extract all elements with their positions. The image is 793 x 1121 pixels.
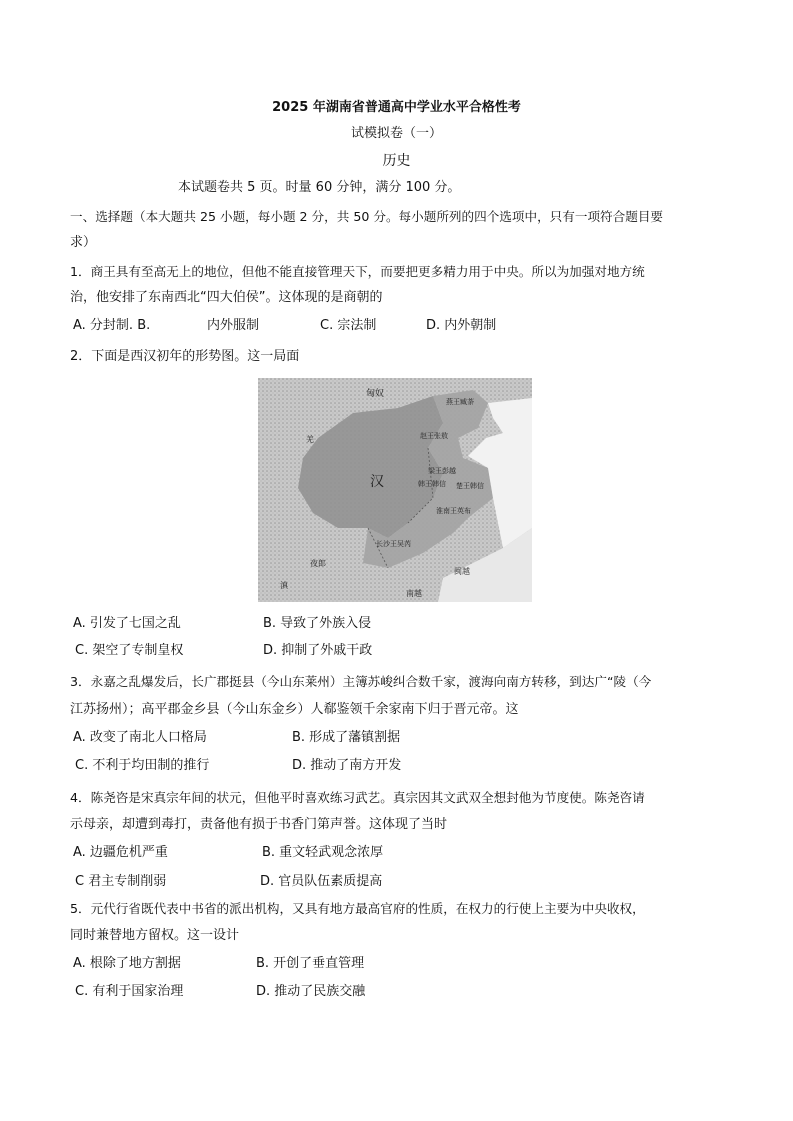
map-label-zhao: 赵王张敖 [420,432,448,440]
question-5-text: 5．元代行省既代表中书省的派出机构，又具有地方最高官府的性质，在权力的行使上主要为中央收权， [70,901,645,916]
q3-option-d[interactable]: D. 推动了南方开发 [292,758,402,773]
q4-option-b[interactable]: B. 重文轻武观念浓厚 [262,845,384,860]
map-label-yelang: 夜郎 [310,559,326,568]
exam-title: 2025 年湖南省普通高中学业水平合格性考 [272,100,521,115]
map-label-changsha: 长沙王吴芮 [376,540,411,548]
q1-option-c[interactable]: C. 宗法制 [320,318,377,333]
map-label-qiang: 羌 [306,435,314,444]
q1-option-a[interactable]: A. 分封制. B. [73,318,151,333]
q3-option-b[interactable]: B. 形成了藩镇割据 [292,730,401,745]
map-label-liang: 梁王彭越 [428,467,456,475]
q4-option-a[interactable]: A. 边疆危机严重 [73,845,168,860]
map-svg [258,378,532,602]
map-label-chu: 楚王韩信 [456,482,484,490]
exam-info: 本试题卷共 5 页。时量 60 分钟，满分 100 分。 [178,180,461,195]
map-label-nanyue: 南越 [406,589,422,598]
question-1-text: 1．商王具有至高无上的地位，但他不能直接管理天下，而要把更多精力用于中央。所以为加强对地方统 [70,264,645,279]
q5-option-a[interactable]: A. 根除了地方割据 [73,956,181,971]
q2-option-a[interactable]: A. 引发了七国之乱 [73,616,181,631]
western-han-map [258,378,532,602]
map-label-huainan: 淮南王英布 [436,507,471,515]
q2-option-c[interactable]: C. 架空了专制皇权 [75,643,184,658]
question-4-text: 4．陈尧咨是宋真宗年间的状元，但他平时喜欢练习武艺。真宗因其文武双全想封他为节度使。陈尧咨请 [70,790,645,805]
section-heading-cont: 求） [70,235,97,250]
q3-option-a[interactable]: A. 改变了南北人口格局 [73,730,207,745]
map-label-dian: 滇 [280,581,288,590]
map-label-hanwang: 韩王韩信 [418,480,446,488]
q1-option-d[interactable]: D. 内外朝制 [426,318,497,333]
q2-option-b[interactable]: B. 导致了外族入侵 [263,616,372,631]
question-3-text: 3．永嘉之乱爆发后，长广郡挺县（今山东莱州）主簿苏峻纠合数千家，渡海向南方转移，到达广“陵（今 [70,674,652,689]
q5-option-c[interactable]: C. 有利于国家治理 [75,984,184,999]
question-1-text-cont: 治，他安排了东南西北“四大伯侯”。这体现的是商朝的 [70,290,383,305]
q3-option-c[interactable]: C. 不利于均田制的推行 [75,758,210,773]
exam-subtitle: 试模拟卷（一） [350,126,442,141]
section-heading: 一、选择题（本大题共 25 小题，每小题 2 分，共 50 分。每小题所列的四个选项中，只有一项符合题目要 [70,209,664,224]
subject-title: 历史 [382,153,411,169]
question-5-text-cont: 同时兼替地方留权。这一设计 [70,928,240,943]
q5-option-d[interactable]: D. 推动了民族交融 [256,984,366,999]
q2-option-d[interactable]: D. 抑制了外戚干政 [263,643,373,658]
q1-option-b[interactable]: 内外服制 [207,318,260,333]
map-label-xiongnu: 匈奴 [366,389,385,399]
q4-option-d[interactable]: D. 官员队伍素质提高 [260,874,383,889]
question-3-text-cont: 江苏扬州）；高平郡金乡县（今山东金乡）人郗鉴领千余家南下归于晋元帝。这 [70,702,519,717]
question-2-text: 2．下面是西汉初年的形势图。这一局面 [70,349,300,364]
map-label-han: 汉 [370,474,384,490]
q5-option-b[interactable]: B. 开创了垂直管理 [256,956,365,971]
q4-option-c[interactable]: C 君主专制削弱 [75,874,167,889]
map-label-yan: 燕王臧荼 [446,398,474,406]
question-4-text-cont: 示母亲，却遭到毒打，责备他有损于书香门第声誉。这体现了当时 [70,817,448,832]
map-label-minyue: 闽越 [454,567,470,576]
